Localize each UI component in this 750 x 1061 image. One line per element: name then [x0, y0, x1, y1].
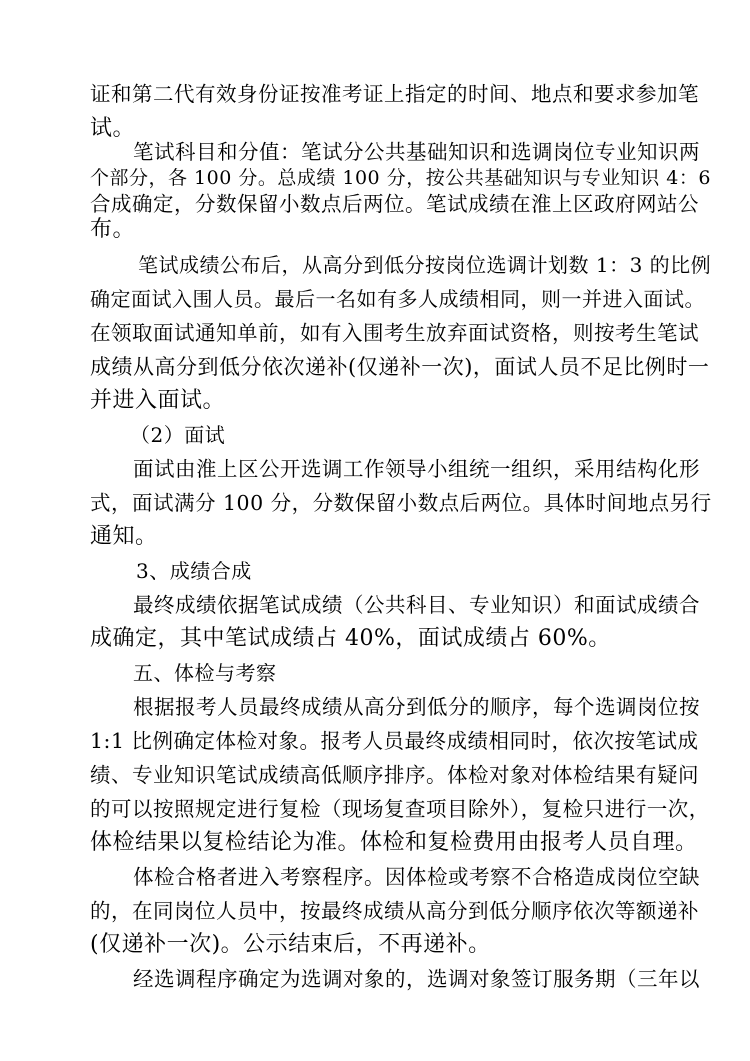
text-line: 1:1 比例确定体检对象。报考人员最终成绩相同时，依次按笔试成	[90, 729, 699, 753]
text-line: 证和第二代有效身份证按准考证上指定的时间、地点和要求参加笔	[90, 82, 699, 106]
section-heading: 五、体检与考察	[133, 661, 277, 685]
text-line: 成确定，其中笔试成绩占 40%，面试成绩占 60%。	[90, 626, 611, 651]
text-line: 最终成绩依据笔试成绩（公共科目、专业知识）和面试成绩合	[133, 593, 700, 617]
text-line: 个部分，各 100 分。总成绩 100 分，按公共基础知识与专业知识 4：6	[90, 167, 711, 189]
text-line: 在领取面试通知单前，如有入围考生放弃面试资格，则按考生笔试	[90, 321, 699, 345]
text-line: 合成确定，分数保留小数点后两位。笔试成绩在淮上区政府网站公	[90, 192, 699, 216]
text-line: 布。	[90, 217, 136, 242]
text-line: 绩、专业知识笔试成绩高低顺序排序。体检对象对体检结果有疑问	[90, 763, 699, 787]
text-line: 通知。	[90, 524, 158, 549]
text-line: 笔试科目和分值：笔试分公共基础知识和选调岗位专业知识两	[133, 140, 700, 164]
text-line: 试。	[90, 116, 136, 141]
text-line: 笔试成绩公布后，从高分到低分按岗位选调计划数 1：3 的比例	[138, 253, 712, 277]
text-line: 并进入面试。	[90, 388, 226, 413]
section-heading: 3、成绩合成	[136, 559, 252, 583]
text-line: 经选调程序确定为选调对象的，选调对象签订服务期（三年以	[133, 967, 700, 991]
section-heading: （2）面试	[130, 423, 226, 447]
text-line: 体检合格者进入考察程序。因体检或考察不合格造成岗位空缺	[133, 865, 700, 889]
text-line: 根据报考人员最终成绩从高分到低分的顺序，每个选调岗位按	[133, 695, 700, 719]
text-line: 确定面试入围人员。最后一名如有多人成绩相同，则一并进入面试。	[90, 287, 705, 311]
text-line: 式，面试满分 100 分，分数保留小数点后两位。具体时间地点另行	[90, 491, 712, 515]
text-line: 体检结果以复检结论为准。体检和复检费用由报考人员自理。	[90, 830, 698, 855]
text-line: 面试由淮上区公开选调工作领导小组统一组织，采用结构化形	[133, 457, 700, 481]
text-line: 成绩从高分到低分依次递补(仅递补一次)，面试人员不足比例时一	[90, 355, 710, 379]
text-line: (仅递补一次)。公示结束后，不再递补。	[90, 932, 491, 957]
text-line: 的，在同岗位人员中，按最终成绩从高分到低分顺序依次等额递补	[90, 899, 699, 923]
text-line: 的可以按照规定进行复检（现场复查项目除外），复检只进行一次，	[90, 797, 710, 821]
